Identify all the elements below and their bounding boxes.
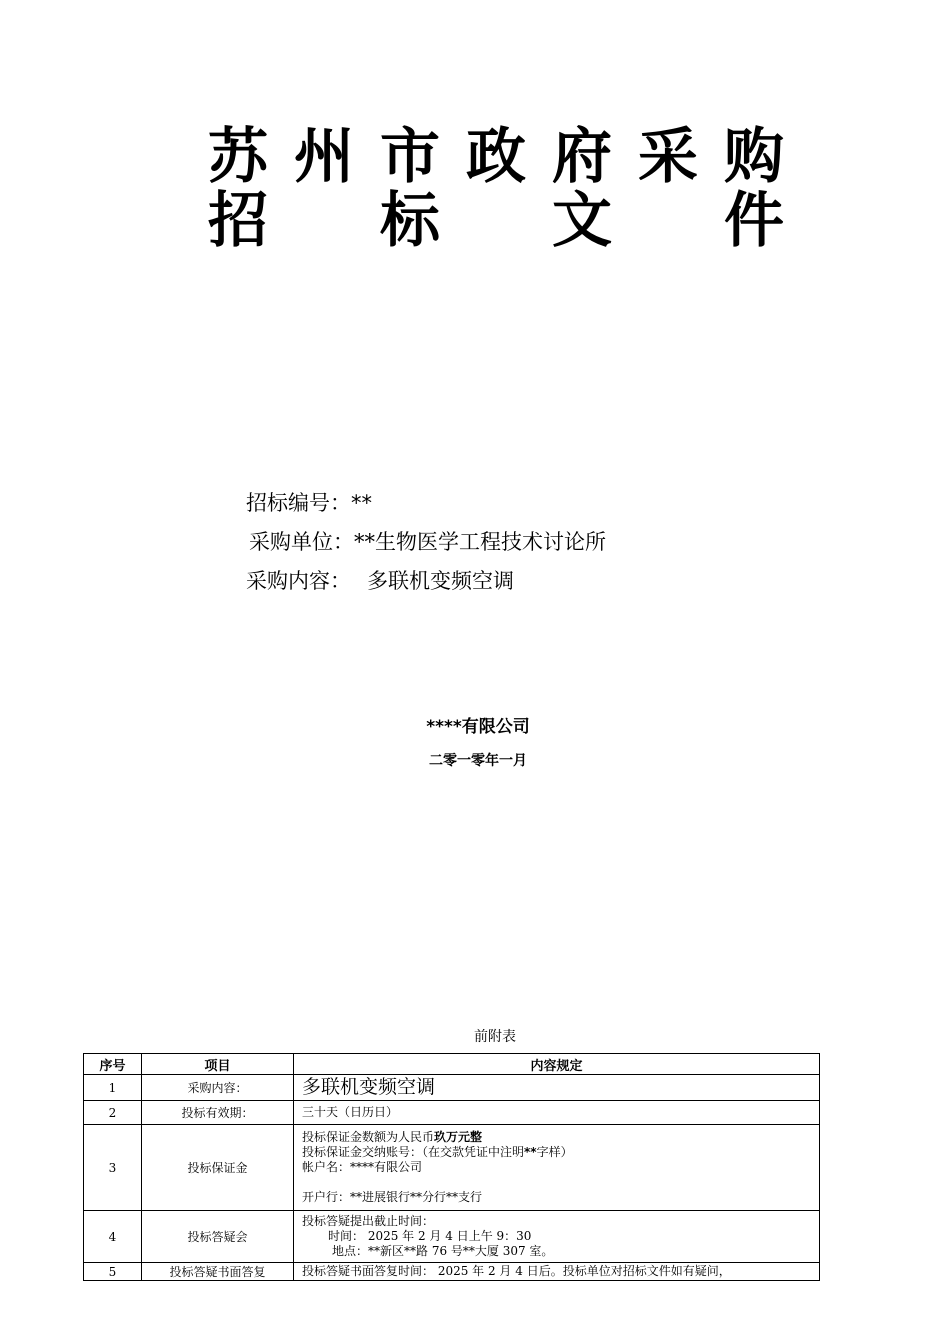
company-name: ****有限公司 (426, 717, 530, 737)
row-item: 投标答疑书面答复 (142, 1263, 294, 1281)
bank-line: 开户行：**进展银行**分行**支行 (302, 1190, 483, 1204)
table-header-row (84, 1054, 820, 1075)
table-row (84, 1211, 820, 1263)
table-row (84, 1263, 820, 1281)
row-no: 2 (84, 1101, 142, 1125)
account-name-line: 帐户名：****有限公司 (302, 1160, 423, 1174)
row-content (294, 1211, 820, 1263)
purchaser-label: 采购单位： (249, 530, 354, 554)
title-char: 标 (380, 186, 440, 256)
purchaser-line (249, 529, 606, 555)
header-item: 项目 (142, 1054, 294, 1075)
title-char: 招 (208, 186, 268, 256)
title-char: 购 (724, 122, 784, 192)
title-char: 文 (552, 186, 612, 256)
row-item: 投标保证金 (142, 1125, 294, 1211)
purchaser-value: **生物医学工程技术讨论所 (354, 530, 606, 554)
title-char: 市 (380, 122, 440, 192)
qa-location-line: 地点：**新区**路 76 号**大厦 307 室。 (332, 1244, 554, 1258)
title-char: 政 (466, 122, 526, 192)
document-date: 二零一零年一月 (429, 753, 527, 769)
row-content: 投标答疑书面答复时间： 2025 年 2 月 4 日后。投标单位对招标文件如有疑问， (294, 1263, 820, 1281)
row-content: 三十天（日历日） (294, 1101, 820, 1125)
table-row (84, 1125, 820, 1211)
title-char: 府 (552, 122, 612, 192)
header-content: 内容规定 (294, 1054, 820, 1075)
deposit-account-line: 投标保证金交纳账号：（在交款凭证中注明**字样） (302, 1145, 573, 1159)
deposit-amount-line: 投标保证金数额为人民币玖万元整 (302, 1130, 483, 1144)
document-title-line-2 (208, 188, 784, 254)
header-no: 序号 (84, 1054, 142, 1075)
row-item: 投标有效期： (142, 1101, 294, 1125)
row-no: 5 (84, 1263, 142, 1281)
purchase-content-label: 采购内容： (246, 569, 351, 593)
row-item: 投标答疑会 (142, 1211, 294, 1263)
row-content (294, 1125, 820, 1211)
row-no: 3 (84, 1125, 142, 1211)
title-char: 采 (638, 122, 698, 192)
bid-number-label: 招标编号： (246, 491, 351, 515)
purchase-content-line (246, 568, 514, 594)
bid-number-value: ** (351, 491, 372, 515)
row-item: 采购内容： (142, 1075, 294, 1101)
document-title-line-1 (208, 124, 784, 190)
appendix-title: 前附表 (474, 1029, 516, 1045)
title-char: 件 (724, 186, 784, 256)
title-char: 苏 (208, 122, 268, 192)
qa-deadline-line: 投标答疑提出截止时间： (302, 1214, 435, 1228)
appendix-table (83, 1053, 820, 1281)
title-char: 州 (294, 122, 354, 192)
table-row (84, 1075, 820, 1101)
table-row (84, 1101, 820, 1125)
qa-time-line: 时间： 2025 年 2 月 4 日上午 9：30 (328, 1229, 532, 1243)
row-content: 多联机变频空调 (294, 1075, 820, 1101)
row-no: 1 (84, 1075, 142, 1101)
row-no: 4 (84, 1211, 142, 1263)
purchase-content-value: 多联机变频空调 (367, 569, 514, 593)
bid-number-line (246, 490, 372, 516)
